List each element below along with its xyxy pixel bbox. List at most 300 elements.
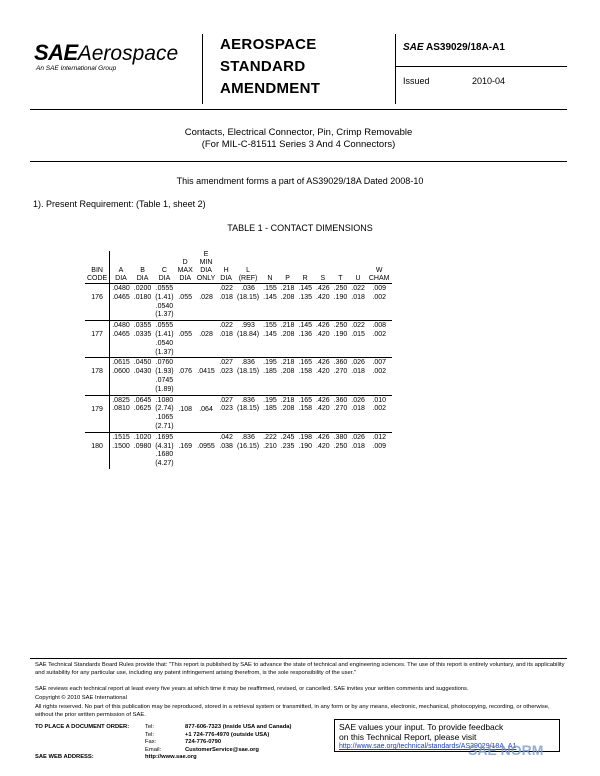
cell-t-value: .270	[333, 405, 348, 413]
cell-a-dia	[110, 395, 132, 432]
cell-c-dia	[153, 358, 175, 395]
header-s-line: S	[320, 275, 326, 282]
cell-w-cham	[367, 284, 392, 321]
cell-r	[296, 358, 314, 395]
cell-b-dia-value: .0335	[133, 330, 152, 338]
cell-n	[261, 284, 279, 321]
cell-t-value: .190	[333, 330, 348, 338]
cell-b-dia-value: .0645	[133, 396, 152, 404]
cell-e-min-dia-value: .0955	[197, 442, 215, 450]
cell-t-value: .250	[333, 285, 348, 292]
tel-outside: +1 724-776-4970 (outside USA)	[185, 731, 270, 738]
cell-a-dia	[110, 432, 132, 469]
cell-p-value: .208	[280, 330, 295, 338]
cell-n-value: .145	[263, 330, 277, 338]
cell-r-value: .145	[298, 322, 312, 330]
docnum-rule	[395, 66, 567, 67]
header-b-dia-line: DIA	[136, 275, 149, 282]
cell-l-ref-value: .036	[241, 285, 255, 292]
cell-n-value: .145	[263, 293, 277, 301]
cell-h-dia-value: .018	[219, 330, 233, 338]
subject-bottom-rule	[30, 161, 567, 162]
cell-s-value: .426	[316, 359, 330, 367]
cell-d-max-dia-value: .108	[178, 405, 192, 413]
cell-p-value: .218	[280, 396, 295, 404]
subject-line-2: (For MIL-C-81511 Series 3 And 4 Connectors)	[201, 139, 396, 150]
table-row	[85, 358, 392, 395]
cell-b-dia-value: .0450	[133, 359, 152, 367]
cell-p-value: .208	[280, 368, 295, 376]
cell-a-dia-value: .0465	[112, 293, 130, 301]
cell-s-value: .420	[316, 368, 330, 376]
cell-n	[261, 395, 279, 432]
header-divider-2	[395, 34, 396, 104]
header-e-min-dia-line: ONLY	[196, 275, 216, 282]
tel-inside: 877-606-7323 (inside USA and Canada)	[185, 724, 292, 730]
cell-u-value: .026	[351, 396, 365, 404]
header-s	[314, 251, 332, 284]
cell-u-value: .015	[351, 330, 365, 338]
header-b-dia-line: B	[140, 267, 145, 274]
cell-u-value: .018	[351, 368, 365, 376]
cell-d-max-dia-value: .055	[178, 331, 192, 339]
cell-t	[332, 284, 350, 321]
header-n-line: N	[267, 275, 273, 282]
cell-b-dia-value: .0180	[133, 293, 152, 301]
cell-w-cham-value: .007	[372, 359, 386, 367]
cell-w-cham-value: .010	[372, 396, 386, 404]
cell-u	[349, 321, 367, 358]
table-title: TABLE 1 - CONTACT DIMENSIONS	[227, 223, 373, 233]
cell-s-value: .420	[316, 442, 330, 450]
cell-l-ref-value: .836	[241, 433, 255, 441]
header-d-max-dia-line: D	[182, 259, 188, 266]
cell-d-max-dia	[176, 432, 195, 469]
cell-d-max-dia-value: .169	[178, 442, 192, 450]
logo-aerospace-text: Aerospace	[77, 42, 179, 65]
cell-w-cham-value: .008	[372, 322, 386, 330]
cell-a-dia	[110, 284, 132, 321]
cell-e-min-dia-value: .064	[199, 405, 213, 413]
cell-d-max-dia	[176, 321, 195, 358]
cell-u	[349, 432, 367, 469]
title-line-3: AMENDMENT	[220, 80, 321, 97]
table-header-row	[85, 251, 392, 284]
table-row	[85, 321, 392, 358]
cell-c-dia-value: .0540	[155, 302, 174, 310]
cell-r-value: .198	[298, 433, 312, 441]
cell-b-dia-value: .0980	[133, 442, 152, 450]
cell-n-value: .185	[263, 405, 277, 413]
cell-a-dia	[110, 358, 132, 395]
cell-bin-code-value: 180	[91, 442, 103, 450]
header-w-cham	[367, 251, 392, 284]
cell-p	[279, 432, 297, 469]
footer-review-paragraph: SAE reviews each technical report at least every five years at which time it may be reaffirmed, revised, or cancelled. SAE invites your written comments and suggestions.	[35, 686, 469, 692]
cell-r-value: .165	[298, 359, 312, 367]
header-h-dia	[217, 251, 235, 284]
cell-e-min-dia	[195, 321, 218, 358]
cell-s	[314, 284, 332, 321]
header-l-ref-line: L	[246, 267, 250, 274]
header-p-line: P	[285, 275, 290, 282]
intro-text: This amendment forms a part of AS39029/18A Dated 2008-10	[176, 176, 424, 186]
cell-r-value: .158	[298, 368, 312, 376]
cell-bin-code	[85, 358, 110, 395]
cell-p-value: .235	[280, 442, 295, 450]
cell-b-dia	[132, 432, 154, 469]
header-h-dia-line: H	[223, 267, 229, 274]
logo-sae-text: SAE	[34, 40, 78, 65]
cell-h-dia-value: .027	[219, 359, 233, 367]
cell-n	[261, 432, 279, 469]
cell-r	[296, 321, 314, 358]
header-c-dia-line: DIA	[158, 275, 171, 282]
cell-l-ref	[235, 395, 261, 432]
cell-p-value: .218	[280, 359, 295, 367]
cell-s-value: .426	[316, 285, 330, 292]
cell-n-value: .185	[263, 368, 277, 376]
cell-p	[279, 284, 297, 321]
cell-s-value: .426	[316, 322, 330, 330]
cell-e-min-dia	[195, 284, 218, 321]
cell-l-ref-value: (18.15)	[236, 293, 260, 301]
order-info	[35, 724, 291, 762]
cell-u-value: .018	[351, 405, 365, 413]
cell-c-dia-value: (1.37)	[155, 348, 174, 356]
cell-b-dia-value: .0430	[133, 368, 152, 376]
cell-c-dia-value: (2.71)	[155, 422, 174, 430]
cell-b-dia	[132, 358, 154, 395]
header-bin-code	[85, 251, 110, 284]
cell-c-dia-value: .0760	[155, 359, 174, 367]
cell-c-dia-value: (1.41)	[155, 293, 174, 301]
cell-c-dia-value: (1.93)	[155, 368, 174, 376]
footer-copyright: Copyright © 2010 SAE International	[35, 695, 127, 701]
cell-h-dia	[217, 358, 235, 395]
cell-l-ref-value: (16.15)	[236, 442, 260, 450]
header-d-max-dia-line: DIA	[179, 275, 192, 282]
cell-b-dia-value: .0200	[133, 285, 152, 292]
order-label: TO PLACE A DOCUMENT ORDER:	[35, 724, 130, 730]
cell-d-max-dia	[176, 284, 195, 321]
document-type-title	[220, 34, 320, 100]
cell-e-min-dia-value: .028	[199, 294, 213, 301]
doc-number-text: AS39029/18A-A1	[425, 42, 505, 53]
footer-rights-paragraph: All rights reserved. No part of this publication may be reproduced, stored in a retrieval system or transmitted, in any form or by any means, electronic, mechanical, photocopying, recording, or otherwise, without the prior written permission of SAE.	[35, 704, 550, 718]
header-a-dia-line: A	[118, 267, 124, 274]
cell-w-cham	[367, 321, 392, 358]
cell-c-dia-value: .1680	[155, 451, 174, 459]
title-line-1: AEROSPACE	[220, 36, 317, 53]
cell-c-dia	[153, 432, 175, 469]
cell-t-value: .360	[333, 359, 348, 367]
cell-a-dia-value: .0465	[112, 330, 130, 338]
cell-b-dia-value: .0625	[133, 405, 152, 413]
cell-c-dia-value: .0555	[155, 285, 174, 292]
header-u-line: U	[355, 275, 361, 282]
cell-u-value: .022	[351, 322, 365, 330]
cell-a-dia-value: .0600	[112, 368, 130, 376]
cell-b-dia	[132, 321, 154, 358]
web-label: SAE WEB ADDRESS:	[35, 754, 94, 761]
cell-u-value: .026	[351, 433, 365, 441]
cell-w-cham-value: .002	[372, 368, 386, 376]
cell-s	[314, 432, 332, 469]
header-bottom-rule	[30, 109, 567, 110]
header-r-line: R	[302, 275, 308, 282]
cell-c-dia-value: (4.27)	[155, 460, 174, 468]
cell-a-dia-value: .0615	[112, 359, 130, 367]
cell-t	[332, 321, 350, 358]
cell-n-value: .155	[263, 285, 277, 292]
cell-t-value: .270	[333, 368, 348, 376]
cell-p-value: .218	[280, 322, 295, 330]
sae-norm-watermark: SAE NORM	[468, 742, 544, 758]
cell-u-value: .022	[351, 285, 365, 292]
cell-s	[314, 321, 332, 358]
cell-p-value: .245	[280, 433, 295, 441]
cell-u-value: .026	[351, 359, 365, 367]
document-number	[403, 42, 505, 53]
cell-l-ref	[235, 432, 261, 469]
cell-s	[314, 358, 332, 395]
cell-bin-code-value: 176	[91, 294, 103, 301]
cell-c-dia	[153, 321, 175, 358]
cell-h-dia-value: .023	[219, 405, 233, 413]
cell-h-dia-value: .038	[219, 442, 233, 450]
cell-s	[314, 395, 332, 432]
cell-d-max-dia	[176, 358, 195, 395]
cell-e-min-dia-value: .0415	[197, 368, 215, 376]
footer-rule	[30, 658, 567, 659]
header-c-dia	[153, 251, 175, 284]
doc-mark: SAE	[403, 42, 424, 53]
cell-h-dia	[217, 432, 235, 469]
cell-l-ref	[235, 284, 261, 321]
fax-number: 724-776-0790	[185, 739, 222, 746]
header-e-min-dia	[195, 251, 218, 284]
header-a-dia-line: DIA	[115, 275, 127, 282]
cell-h-dia	[217, 321, 235, 358]
header-t-line: T	[338, 275, 343, 282]
cell-l-ref-value: (18.84)	[236, 330, 260, 338]
tel2-label: Tel:	[145, 731, 155, 738]
cell-h-dia-value: .027	[219, 396, 233, 404]
cell-bin-code	[85, 284, 110, 321]
cell-l-ref-value: .836	[241, 396, 255, 404]
header-d-max-dia-line: MAX	[177, 267, 193, 274]
header-p	[279, 251, 297, 284]
cell-w-cham-value: .012	[372, 433, 386, 441]
sae-aerospace-logo	[34, 40, 179, 72]
cell-s-value: .426	[316, 433, 330, 441]
cell-c-dia-value: (2.74)	[155, 405, 174, 413]
cell-e-min-dia	[195, 432, 218, 469]
cell-c-dia	[153, 284, 175, 321]
cell-n-value: .210	[263, 442, 277, 450]
cell-a-dia-value: .0825	[112, 396, 130, 404]
cell-d-max-dia-value: .076	[178, 368, 192, 376]
feedback-line-2: on this Technical Report, please visit	[339, 732, 477, 742]
cell-l-ref-value: (18.15)	[236, 368, 260, 376]
subject-line-1: Contacts, Electrical Connector, Pin, Crimp Removable	[184, 127, 413, 138]
header-w-cham-line: CHAM	[368, 275, 390, 282]
cell-r	[296, 284, 314, 321]
issued-value: 2010-04	[472, 76, 506, 86]
present-requirement: 1). Present Requirement: (Table 1, sheet 2)	[33, 199, 206, 209]
cell-u-value: .018	[351, 293, 365, 301]
web-address[interactable]: http://www.sae.org	[145, 754, 197, 761]
header-d-max-dia	[176, 251, 195, 284]
cell-t	[332, 432, 350, 469]
cell-c-dia-value: .0745	[155, 376, 174, 384]
cell-e-min-dia	[195, 358, 218, 395]
footer-rules-paragraph: SAE Technical Standards Board Rules provide that: "This report is published by SAE to advance the state of technical and engineering sciences. The use of this report is entirely voluntary, and its applicability and suitability for any particular use, including any patent infringement arising therefrom, is the sole responsibility of the user."	[35, 662, 565, 676]
cell-d-max-dia	[176, 395, 195, 432]
cell-t-value: .360	[333, 396, 348, 404]
cell-b-dia	[132, 284, 154, 321]
cell-t-value: .380	[333, 433, 348, 441]
header-bin-code-line: BIN	[91, 267, 103, 274]
table-row	[85, 432, 392, 469]
cell-n-value: .222	[263, 433, 277, 441]
cell-w-cham-value: .002	[372, 330, 386, 338]
cell-r-value: .145	[298, 285, 312, 292]
cell-a-dia-value: .0480	[112, 285, 130, 292]
cell-h-dia-value: .022	[219, 322, 233, 330]
cell-p-value: .208	[280, 405, 295, 413]
title-line-2: STANDARD	[220, 58, 306, 75]
cell-l-ref-value: .836	[241, 359, 255, 367]
issued-label: Issued	[403, 76, 430, 86]
cell-c-dia-value: .0555	[155, 322, 174, 330]
fax-label: Fax:	[145, 739, 157, 746]
header-u	[349, 251, 367, 284]
cell-a-dia	[110, 321, 132, 358]
cell-b-dia-value: .1020	[133, 433, 152, 441]
cell-bin-code-value: 177	[91, 331, 103, 339]
cell-c-dia	[153, 395, 175, 432]
cell-c-dia-value: (4.31)	[155, 442, 174, 450]
header-r	[296, 251, 314, 284]
cell-u	[349, 358, 367, 395]
table-row	[85, 284, 392, 321]
cell-w-cham	[367, 432, 392, 469]
header-n	[261, 251, 279, 284]
header-bin-code-line: CODE	[87, 275, 108, 282]
cell-w-cham	[367, 395, 392, 432]
cell-c-dia-value: (1.41)	[155, 330, 174, 338]
cell-t	[332, 358, 350, 395]
cell-r-value: .136	[298, 330, 312, 338]
cell-r	[296, 432, 314, 469]
cell-bin-code	[85, 432, 110, 469]
cell-p	[279, 395, 297, 432]
cell-a-dia-value: .0480	[112, 322, 130, 330]
document-header	[30, 34, 567, 110]
cell-t	[332, 395, 350, 432]
cell-s-value: .420	[316, 293, 330, 301]
cell-n-value: .195	[263, 359, 277, 367]
cell-h-dia-value: .023	[219, 368, 233, 376]
cell-s-value: .426	[316, 396, 330, 404]
tel-label: Tel:	[145, 724, 155, 730]
cell-w-cham-value: .002	[372, 405, 386, 413]
cell-h-dia-value: .042	[219, 433, 233, 441]
cell-t-value: .190	[333, 293, 348, 301]
cell-t-value: .250	[333, 442, 348, 450]
feedback-link[interactable]: http://www.sae.org/technical/standards/AS39029/18A_A1	[339, 743, 517, 750]
cell-c-dia-value: (1.37)	[155, 311, 174, 319]
cell-p	[279, 358, 297, 395]
cell-s-value: .420	[316, 330, 330, 338]
cell-c-dia-value: .1080	[155, 396, 174, 404]
cell-h-dia-value: .018	[219, 293, 233, 301]
cell-e-min-dia-value: .028	[199, 331, 213, 339]
cell-b-dia-value: .0355	[133, 322, 152, 330]
cell-b-dia	[132, 395, 154, 432]
cell-p-value: .218	[280, 285, 295, 292]
cell-n	[261, 321, 279, 358]
cell-n	[261, 358, 279, 395]
cell-l-ref-value: .993	[241, 322, 255, 330]
cell-r-value: .158	[298, 405, 312, 413]
cell-bin-code-value: 178	[91, 368, 103, 376]
cell-p	[279, 321, 297, 358]
cell-h-dia	[217, 395, 235, 432]
header-c-dia-line: C	[161, 267, 167, 274]
cell-d-max-dia-value: .055	[178, 294, 192, 301]
logo-subtitle: An SAE International Group	[36, 65, 117, 72]
cell-r-value: .190	[298, 442, 312, 450]
cell-t-value: .250	[333, 322, 348, 330]
header-w-cham-line: W	[375, 267, 383, 274]
table-row	[85, 395, 392, 432]
cell-bin-code	[85, 395, 110, 432]
header-b-dia	[132, 251, 154, 284]
cell-r-value: .135	[298, 293, 312, 301]
cell-c-dia-value: .1065	[155, 414, 174, 422]
header-e-min-dia-line: E	[203, 251, 209, 258]
cell-h-dia-value: .022	[219, 285, 233, 292]
cell-bin-code-value: 179	[91, 405, 103, 413]
cell-u	[349, 395, 367, 432]
cell-e-min-dia	[195, 395, 218, 432]
cell-n-value: .155	[263, 322, 277, 330]
cell-r-value: .165	[298, 396, 312, 404]
contact-dimensions-table	[85, 251, 392, 469]
cell-u	[349, 284, 367, 321]
cell-n-value: .195	[263, 396, 277, 404]
cell-s-value: .420	[316, 405, 330, 413]
header-t	[332, 251, 350, 284]
cell-w-cham	[367, 358, 392, 395]
cell-w-cham-value: .009	[372, 285, 386, 292]
cell-a-dia-value: .0810	[112, 405, 130, 413]
email-address[interactable]: CustomerService@sae.org	[185, 746, 259, 753]
cell-l-ref-value: (18.15)	[236, 405, 260, 413]
cell-r	[296, 395, 314, 432]
header-e-min-dia-line: DIA	[200, 267, 212, 274]
cell-a-dia-value: .1500	[112, 442, 130, 450]
cell-a-dia-value: .1515	[112, 433, 130, 441]
header-e-min-dia-line: MIN	[199, 259, 213, 266]
cell-c-dia-value: (1.89)	[155, 385, 174, 393]
header-l-ref	[235, 251, 261, 284]
cell-u-value: .018	[351, 442, 365, 450]
cell-l-ref	[235, 358, 261, 395]
